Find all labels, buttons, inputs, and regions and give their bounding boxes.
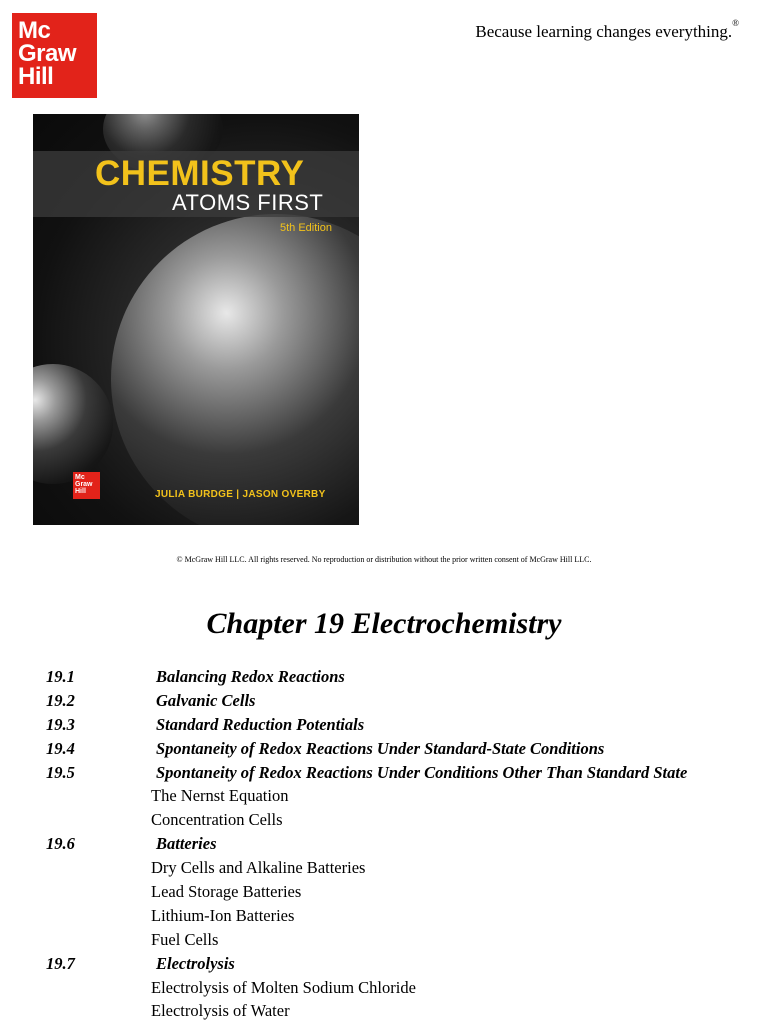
section-number: 19.6 xyxy=(46,834,75,854)
toc-subsection-row xyxy=(0,786,768,810)
toc-subsection-row xyxy=(0,810,768,834)
subsection-title: Electrolysis of Molten Sodium Chloride xyxy=(151,977,416,997)
toc-section-row xyxy=(0,739,768,763)
toc-subsection-row xyxy=(0,882,768,906)
toc-section-row xyxy=(0,763,768,787)
logo-line-2: Graw xyxy=(18,40,77,67)
logo-line-3: Hill xyxy=(18,63,54,90)
cover-sphere-small xyxy=(33,364,113,484)
toc-section-row xyxy=(0,715,768,739)
book-cover xyxy=(33,114,359,525)
section-title: Batteries xyxy=(156,834,217,854)
section-number: 19.4 xyxy=(46,738,75,758)
section-number: 19.3 xyxy=(46,714,75,734)
toc-section-row xyxy=(0,834,768,858)
toc-subsection-row xyxy=(0,930,768,954)
subsection-title: Concentration Cells xyxy=(151,810,283,830)
subsection-title: Lithium-Ion Batteries xyxy=(151,905,295,925)
cover-sphere-large xyxy=(111,214,359,525)
toc-section-row xyxy=(0,667,768,691)
section-number: 19.1 xyxy=(46,667,75,686)
subsection-title: Electrolysis of Water xyxy=(151,1001,290,1021)
subsection-title: The Nernst Equation xyxy=(151,786,289,806)
toc-subsection-row xyxy=(0,1001,768,1025)
copyright-notice: © McGraw Hill LLC. All rights reserved. No reproduction or distribution without the prior written consent of McGraw Hill LLC. xyxy=(176,555,592,564)
section-title: Balancing Redox Reactions xyxy=(156,667,345,686)
subsection-title: Lead Storage Batteries xyxy=(151,882,302,902)
toc-subsection-row xyxy=(0,858,768,882)
table-of-contents xyxy=(0,667,768,1025)
cover-authors: JULIA BURDGE | JASON OVERBY xyxy=(155,489,326,500)
cover-logo-line-2: Graw xyxy=(75,481,93,488)
section-title: Spontaneity of Redox Reactions Under Standard-State Conditions xyxy=(156,738,605,758)
section-title: Electrolysis xyxy=(156,953,235,973)
section-number: 19.2 xyxy=(46,690,75,710)
mcgraw-hill-logo xyxy=(12,13,97,98)
section-number: 19.5 xyxy=(46,762,75,782)
toc-section-row xyxy=(0,954,768,978)
cover-subtitle: ATOMS FIRST xyxy=(172,190,324,215)
chapter-title: Chapter 19 Electrochemistry xyxy=(206,607,562,640)
cover-publisher-logo xyxy=(73,472,100,499)
cover-logo-line-3: Hill xyxy=(75,488,86,495)
tagline-text: Because learning changes everything. xyxy=(475,22,733,41)
section-number: 19.7 xyxy=(46,953,75,973)
toc-section-row xyxy=(0,691,768,715)
subsection-title: Dry Cells and Alkaline Batteries xyxy=(151,858,366,878)
cover-logo-line-1: Mc xyxy=(75,474,85,481)
section-title: Galvanic Cells xyxy=(156,690,256,710)
section-title: Spontaneity of Redox Reactions Under Conditions Other Than Standard State xyxy=(156,762,688,782)
tagline xyxy=(475,18,739,42)
toc-subsection-row xyxy=(0,978,768,1002)
logo-line-1: Mc xyxy=(18,17,51,44)
toc-subsection-row xyxy=(0,906,768,930)
cover-title: CHEMISTRY xyxy=(95,154,305,193)
cover-edition: 5th Edition xyxy=(280,222,332,234)
subsection-title: Fuel Cells xyxy=(151,929,219,949)
registered-mark: ® xyxy=(732,18,739,29)
section-title: Standard Reduction Potentials xyxy=(156,714,365,734)
